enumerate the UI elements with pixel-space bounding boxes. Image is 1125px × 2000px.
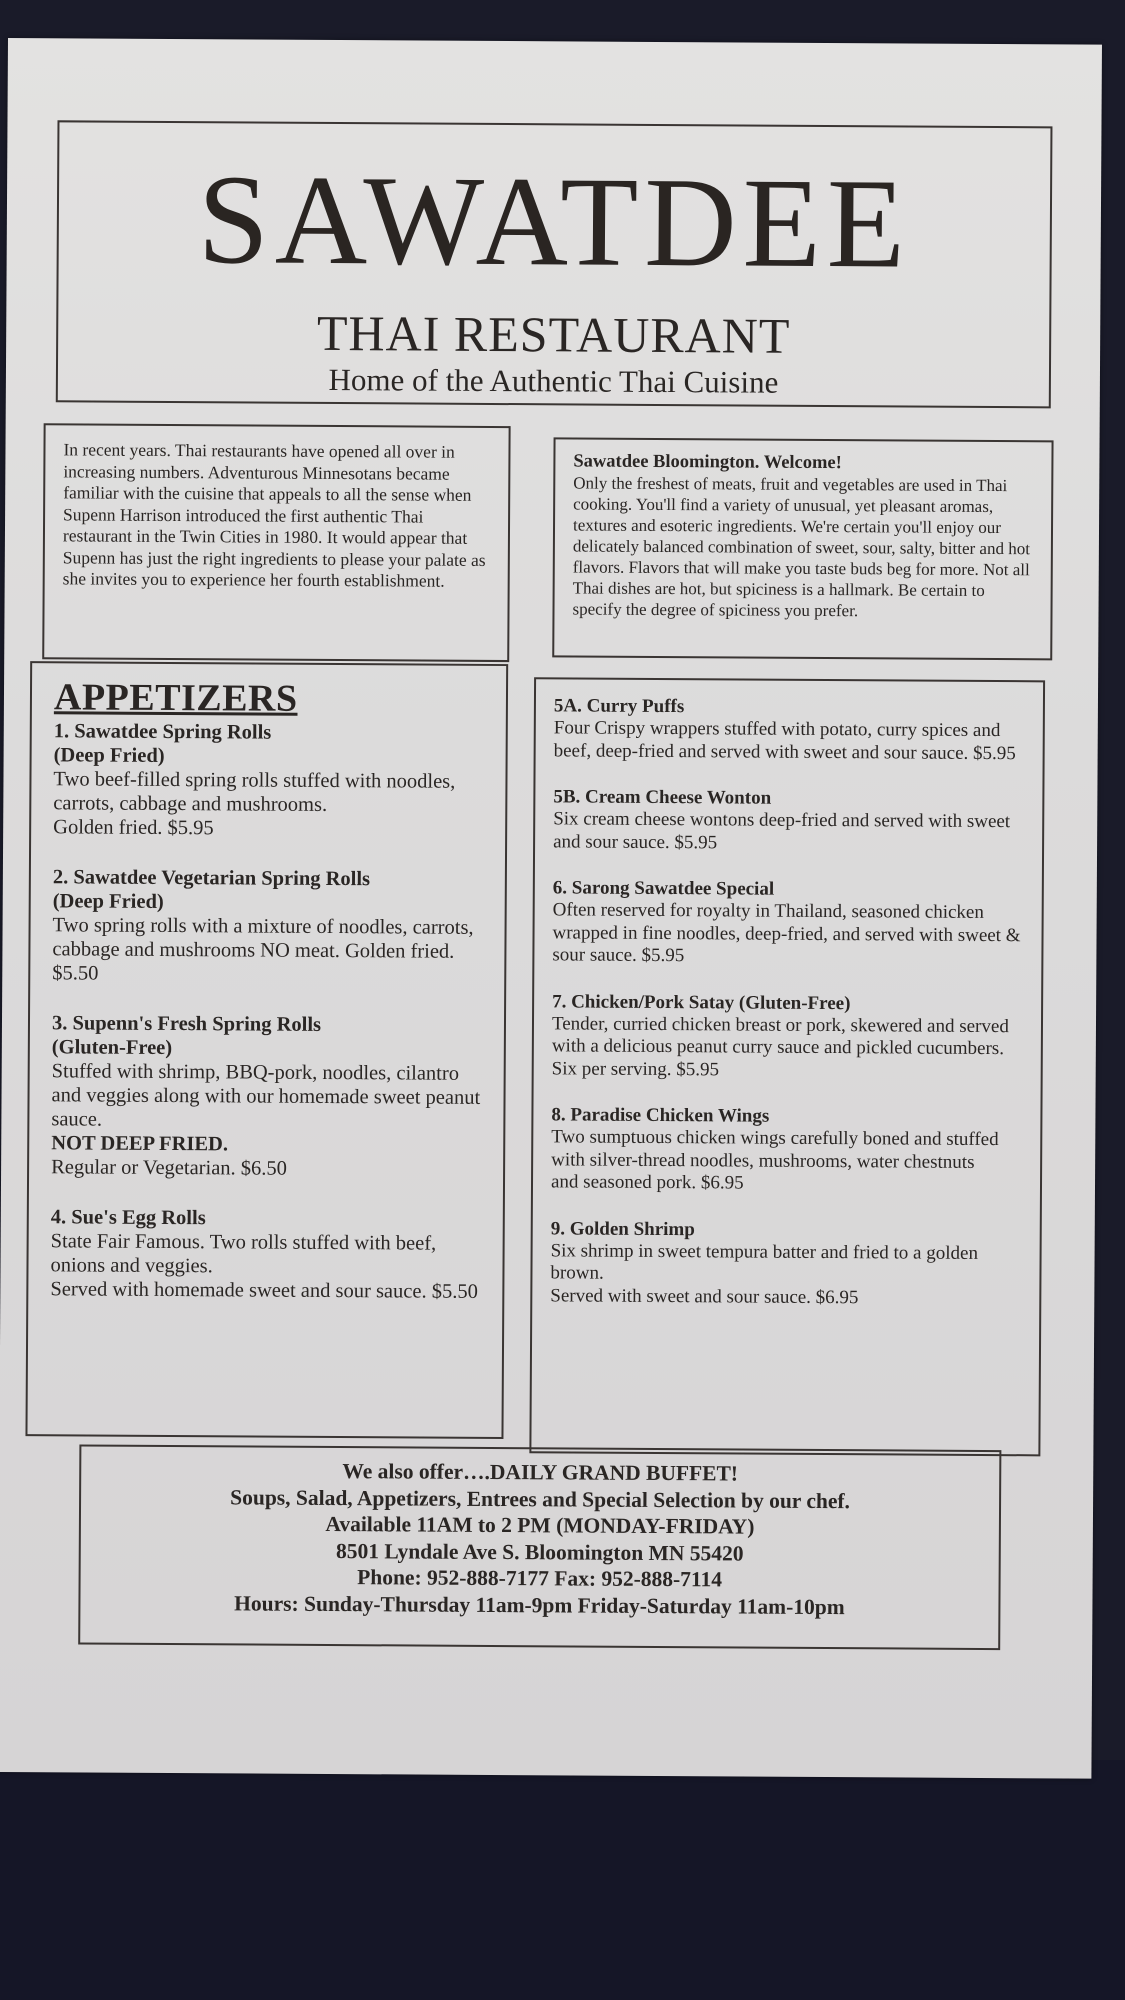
intro-history-text: In recent years. Thai restaurants have opened all over in increasing numbers. Adventurous Minnesotans became familiar with the cuisine that appeals to all the sense when Supenn Harrison introduced the first authentic Thai restaurant in the Twin Cities in 1980. It would appear that Supenn has just the right ingredients to please your palate as she invites you to experience her fourth establishment. [62, 439, 486, 591]
header-box [56, 120, 1053, 408]
buffet-info-box [78, 1444, 1001, 1650]
item-name: 8. Paradise Chicken Wings [551, 1104, 770, 1127]
menu-item [553, 786, 1024, 856]
item-description: Six cream cheese wontons deep-fried and served with sweet and sour sauce. $5.95 [553, 808, 1011, 853]
menu-item [550, 1218, 1022, 1310]
menu-item [53, 719, 488, 842]
restaurant-hours: Hours: Sunday-Thursday 11am-9pm Friday-Saturday 11am-10pm [234, 1590, 845, 1619]
item-description: Often reserved for royalty in Thailand, seasoned chicken wrapped in fine noodles, deep-fried, and served with sweet & sour sauce. $5.95 [552, 899, 1021, 967]
item-description: Stuffed with shrimp, BBQ-pork, noodles, cilantro and veggies along with our homemade sweet peanut sauce. [51, 1060, 481, 1131]
item-description: State Fair Famous. Two rolls stuffed with beef, onions and veggies. Served with homemade sweet and sour sauce. $5.50 [50, 1230, 478, 1303]
restaurant-tagline: Home of the Authentic Thai Cuisine [328, 361, 779, 400]
restaurant-address: 8501 Lyndale Ave S. Bloomington MN 55420 [335, 1538, 744, 1566]
menu-item [551, 1104, 1023, 1196]
welcome-text: Only the freshest of meats, fruit and vegetables are used in Thai cooking. You'll find a variety of unusual, yet pleasant aromas, textures and esoteric ingredients. We're certain you'll enjoy our delicately balanced combination of sweet, sour, salty, bitter and hot flavors. Flavors that will make you taste buds beg for more. Not all Thai dishes are hot, but spiciness is a hallmark. Be certain to specify the degree of spiciness you prefer. [572, 473, 1031, 621]
appetizers-heading: APPETIZERS [53, 676, 298, 720]
buffet-availability: Available 11AM to 2 PM (MONDAY-FRIDAY) [325, 1511, 755, 1539]
item-name: 4. Sue's Egg Rolls [50, 1206, 206, 1230]
item-description: Four Crispy wrappers stuffed with potato, curry spices and beef, deep-fried and served with sweet and sour sauce. $5.95 [553, 717, 1016, 764]
item-description: Tender, curried chicken breast or pork, skewered and served with a delicious peanut curry sauce and pickled cucumbers. Six per serving. $5.95 [551, 1012, 1009, 1080]
menu-item [552, 877, 1024, 969]
menu-item [51, 1011, 486, 1182]
menu-item [50, 1205, 485, 1304]
appetizers-left-column [25, 661, 508, 1439]
item-description: Two sumptuous chicken wings carefully boned and stuffed with silver-thread noodles, mushrooms, water chestnuts and seasoned pork. $6.95 [550, 1126, 999, 1194]
item-note: NOT DEEP FRIED. [51, 1132, 229, 1156]
restaurant-name: SAWATDEE [197, 148, 912, 295]
item-name: 7. Chicken/Pork Satay (Gluten-Free) [552, 990, 851, 1014]
welcome-title: Sawatdee Bloomington. Welcome! [573, 451, 842, 474]
item-description: Two beef-filled spring rolls stuffed with noodles, carrots, cabbage and mushrooms. Golden fried. $5.95 [53, 768, 456, 840]
menu-item [52, 865, 487, 988]
menu-page [0, 38, 1102, 1779]
item-name: 5B. Cream Cheese Wonton [553, 786, 772, 809]
menu-item [552, 991, 1024, 1083]
item-name: 2. Sawatdee Vegetarian Spring Rolls (Deep Fried) [52, 866, 371, 913]
table-surface [0, 1760, 1125, 2000]
item-name: 1. Sawatdee Spring Rolls (Deep Fried) [53, 720, 272, 767]
item-name: 5A. Curry Puffs [553, 695, 685, 718]
item-name: 9. Golden Shrimp [550, 1217, 695, 1240]
appetizers-right-column [529, 677, 1045, 1456]
buffet-offer: We also offer….DAILY GRAND BUFFET! [342, 1459, 739, 1486]
restaurant-subtitle: THAI RESTAURANT [316, 304, 791, 364]
restaurant-phone: Phone: 952-888-7177 Fax: 952-888-7114 [357, 1565, 723, 1592]
item-name: 3. Supenn's Fresh Spring Rolls (Gluten-Free) [51, 1012, 322, 1060]
item-name: 6. Sarong Sawatdee Special [552, 877, 775, 900]
item-description: Two spring rolls with a mixture of noodles, carrots, cabbage and mushrooms NO meat. Golden fried. $5.50 [52, 914, 474, 985]
intro-history-box [42, 423, 510, 662]
buffet-selection: Soups, Salad, Appetizers, Entrees and Special Selection by our chef. [230, 1484, 851, 1513]
item-description-extra: Regular or Vegetarian. $6.50 [51, 1156, 288, 1180]
item-description: Six shrimp in sweet tempura batter and fried to a golden brown. Served with sweet and sour sauce. $6.95 [550, 1239, 979, 1308]
intro-welcome-box [552, 437, 1053, 660]
menu-item [554, 695, 1025, 765]
